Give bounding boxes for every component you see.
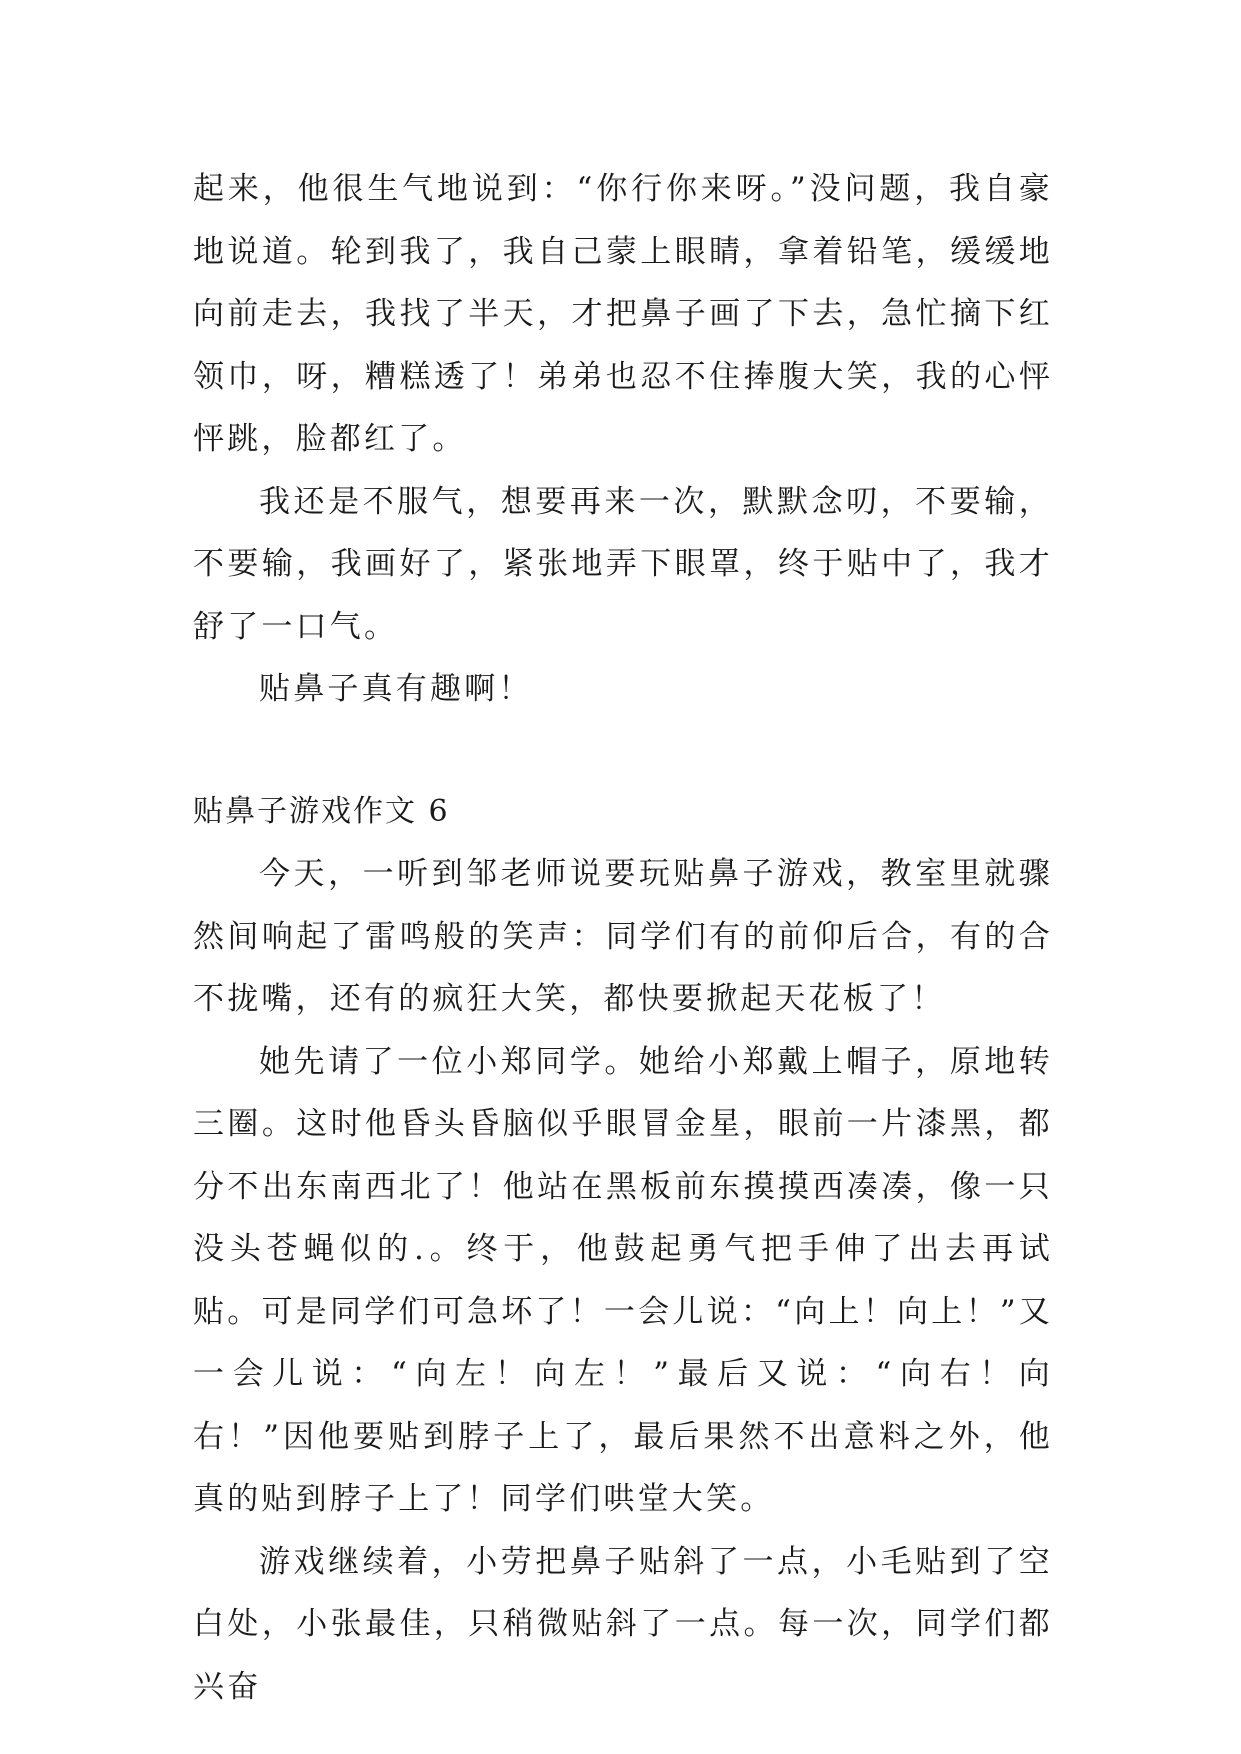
paragraph-6: 游戏继续着，小劳把鼻子贴斜了一点，小毛贴到了空白处，小张最佳，只稍微贴斜了一点。每一次，同学们都兴奋 xyxy=(193,1543,1053,1705)
paragraph-2: 我还是不服气，想要再来一次，默默念叨，不要输，不要输，我画好了，紧张地弄下眼罩，终于贴中了，我才舒了一口气。 xyxy=(193,483,1053,645)
paragraph-4: 今天，一听到邹老师说要玩贴鼻子游戏，教室里就骤然间响起了雷鸣般的笑声：同学们有的前仰后合，有的合不拢嘴，还有的疯狂大笑，都快要掀起天花板了！ xyxy=(193,856,1053,1017)
document-body xyxy=(193,158,1053,1718)
paragraph-3: 贴鼻子真有趣啊！ xyxy=(259,671,533,707)
paragraph-1: 起来，他很生气地说到：“你行你来呀。”没问题，我自豪地说道。轮到我了，我自己蒙上眼睛，拿着铅笔，缓缓地向前走去，我找了半天，才把鼻子画了下去，急忙摘下红领巾，呀，糟糕透了！弟弟也忍不住捧腹大笑，我的心怦怦跳，脸都红了。 xyxy=(193,171,1053,457)
section-title: 贴鼻子游戏作文 6 xyxy=(193,793,450,829)
paragraph-5: 她先请了一位小郑同学。她给小郑戴上帽子，原地转三圈。这时他昏头昏脑似乎眼冒金星，眼前一片漆黑，都分不出东南西北了！他站在黑板前东摸摸西凑凑，像一只没头苍蝇似的.。终于，他鼓起勇气把手伸了出去再试贴。可是同学们可急坏了！一会儿说：“向上！向上！”又一会儿说：“向左！向左！”最后又说：“向右！向右！”因他要贴到脖子上了，最后果然不出意料之外，他真的贴到脖子上了！同学们哄堂大笑。 xyxy=(193,1043,1053,1517)
section-spacer xyxy=(193,721,1053,781)
